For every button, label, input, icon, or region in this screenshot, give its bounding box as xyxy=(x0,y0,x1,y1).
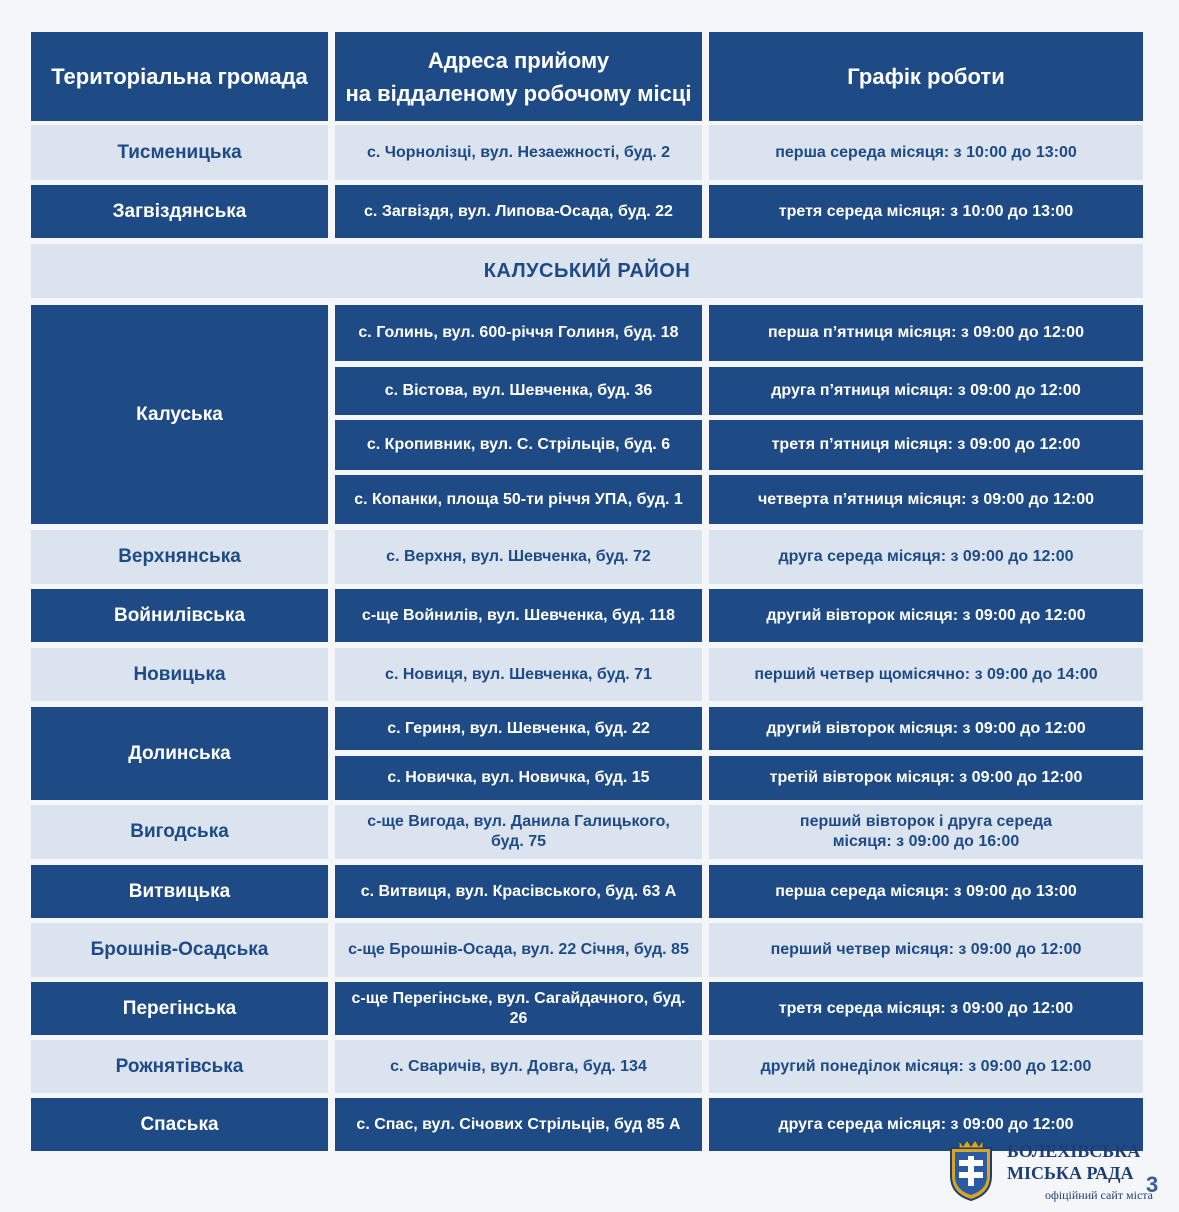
schedule-cell: третій вівторок місяця: з 09:00 до 12:00 xyxy=(709,756,1143,800)
schedule-cell: третя п’ятниця місяця: з 09:00 до 12:00 xyxy=(709,420,1143,470)
schedule-cell: другий вівторок місяця: з 09:00 до 12:00 xyxy=(709,589,1143,642)
header-community: Територіальна громада xyxy=(31,32,328,121)
schedule-cell: перша середа місяця: з 10:00 до 13:00 xyxy=(709,125,1143,180)
district-heading: КАЛУСЬКИЙ РАЙОН xyxy=(31,244,1143,298)
schedule-cell: друга середа місяця: з 09:00 до 12:00 xyxy=(709,1098,1143,1151)
schedule-cell: перша середа місяця: з 09:00 до 13:00 xyxy=(709,865,1143,918)
header-address: Адреса прийому на віддаленому робочому місці xyxy=(335,32,702,121)
address-cell: с. Верхня, вул. Шевченка, буд. 72 xyxy=(335,530,702,584)
address-cell: с. Вістова, вул. Шевченка, буд. 36 xyxy=(335,367,702,415)
header-schedule: Графік роботи xyxy=(709,32,1143,121)
address-cell: с. Спас, вул. Січових Стрільців, буд 85 А xyxy=(335,1098,702,1151)
schedule-cell: другий вівторок місяця: з 09:00 до 12:00 xyxy=(709,707,1143,750)
address-cell: с. Кропивник, вул. С. Стрільців, буд. 6 xyxy=(335,420,702,470)
page-number: 3 xyxy=(1146,1172,1159,1197)
address-cell: с. Гериня, вул. Шевченка, буд. 22 xyxy=(335,707,702,750)
community-cell: Новицька xyxy=(31,648,328,701)
community-cell: Спаська xyxy=(31,1098,328,1151)
community-cell: Войнилівська xyxy=(31,589,328,642)
community-cell: Верхнянська xyxy=(31,530,328,584)
address-cell: с. Загвіздя, вул. Липова-Осада, буд. 22 xyxy=(335,185,702,238)
community-cell: Рожнятівська xyxy=(31,1040,328,1093)
community-cell: Витвицька xyxy=(31,865,328,918)
schedule-cell: перший четвер щомісячно: з 09:00 до 14:00 xyxy=(709,648,1143,701)
schedule-cell: третя середа місяця: з 09:00 до 12:00 xyxy=(709,982,1143,1035)
schedule-cell: друга п’ятниця місяця: з 09:00 до 12:00 xyxy=(709,367,1143,415)
address-cell: с. Чорнолізці, вул. Незаежності, буд. 2 xyxy=(335,125,702,180)
address-cell: с-ще Брошнів-Осада, вул. 22 Січня, буд. 85 xyxy=(335,923,702,977)
schedule-cell: третя середа місяця: з 10:00 до 13:00 xyxy=(709,185,1143,238)
schedule-cell: перший вівторок і друга середа місяця: з 09:00 до 16:00 xyxy=(709,805,1143,859)
address-cell: с. Голинь, вул. 600-річчя Голиня, буд. 18 xyxy=(335,305,702,361)
community-cell: Тисменицька xyxy=(31,125,328,180)
address-cell: с. Витвиця, вул. Красівського, буд. 63 А xyxy=(335,865,702,918)
address-cell: с-ще Вигода, вул. Данила Галицького, буд. 75 xyxy=(335,805,702,859)
community-cell-kalush: Калуська xyxy=(31,305,328,524)
address-cell: с-ще Перегінське, вул. Сагайдачного, буд. 26 xyxy=(335,982,702,1035)
schedule-cell: четверта п’ятниця місяця: з 09:00 до 12:00 xyxy=(709,475,1143,524)
address-cell: с. Новичка, вул. Новичка, буд. 15 xyxy=(335,756,702,800)
community-cell: Брошнів-Осадська xyxy=(31,923,328,977)
address-cell: с-ще Войнилів, вул. Шевченка, буд. 118 xyxy=(335,589,702,642)
coat-of-arms-icon xyxy=(945,1138,997,1202)
community-cell: Загвіздянська xyxy=(31,185,328,238)
schedule-cell: перша п’ятниця місяця: з 09:00 до 12:00 xyxy=(709,305,1143,361)
schedule-cell: перший четвер місяця: з 09:00 до 12:00 xyxy=(709,923,1143,977)
community-cell-dolyna: Долинська xyxy=(31,707,328,800)
address-cell: с. Новиця, вул. Шевченка, буд. 71 xyxy=(335,648,702,701)
community-cell: Перегінська xyxy=(31,982,328,1035)
schedule-cell: друга середа місяця: з 09:00 до 12:00 xyxy=(709,530,1143,584)
site-title: БОЛЕХІВСЬКА МІСЬКА РАДА xyxy=(1007,1141,1141,1183)
address-cell: с. Копанки, площа 50-ти річчя УПА, буд. 1 xyxy=(335,475,702,524)
address-cell: с. Сваричів, вул. Довга, буд. 134 xyxy=(335,1040,702,1093)
community-cell: Вигодська xyxy=(31,805,328,859)
site-subtitle: офіційний сайт міста xyxy=(1045,1188,1153,1202)
site-logo[interactable] xyxy=(945,1138,1175,1204)
schedule-cell: другий понеділок місяця: з 09:00 до 12:00 xyxy=(709,1040,1143,1093)
